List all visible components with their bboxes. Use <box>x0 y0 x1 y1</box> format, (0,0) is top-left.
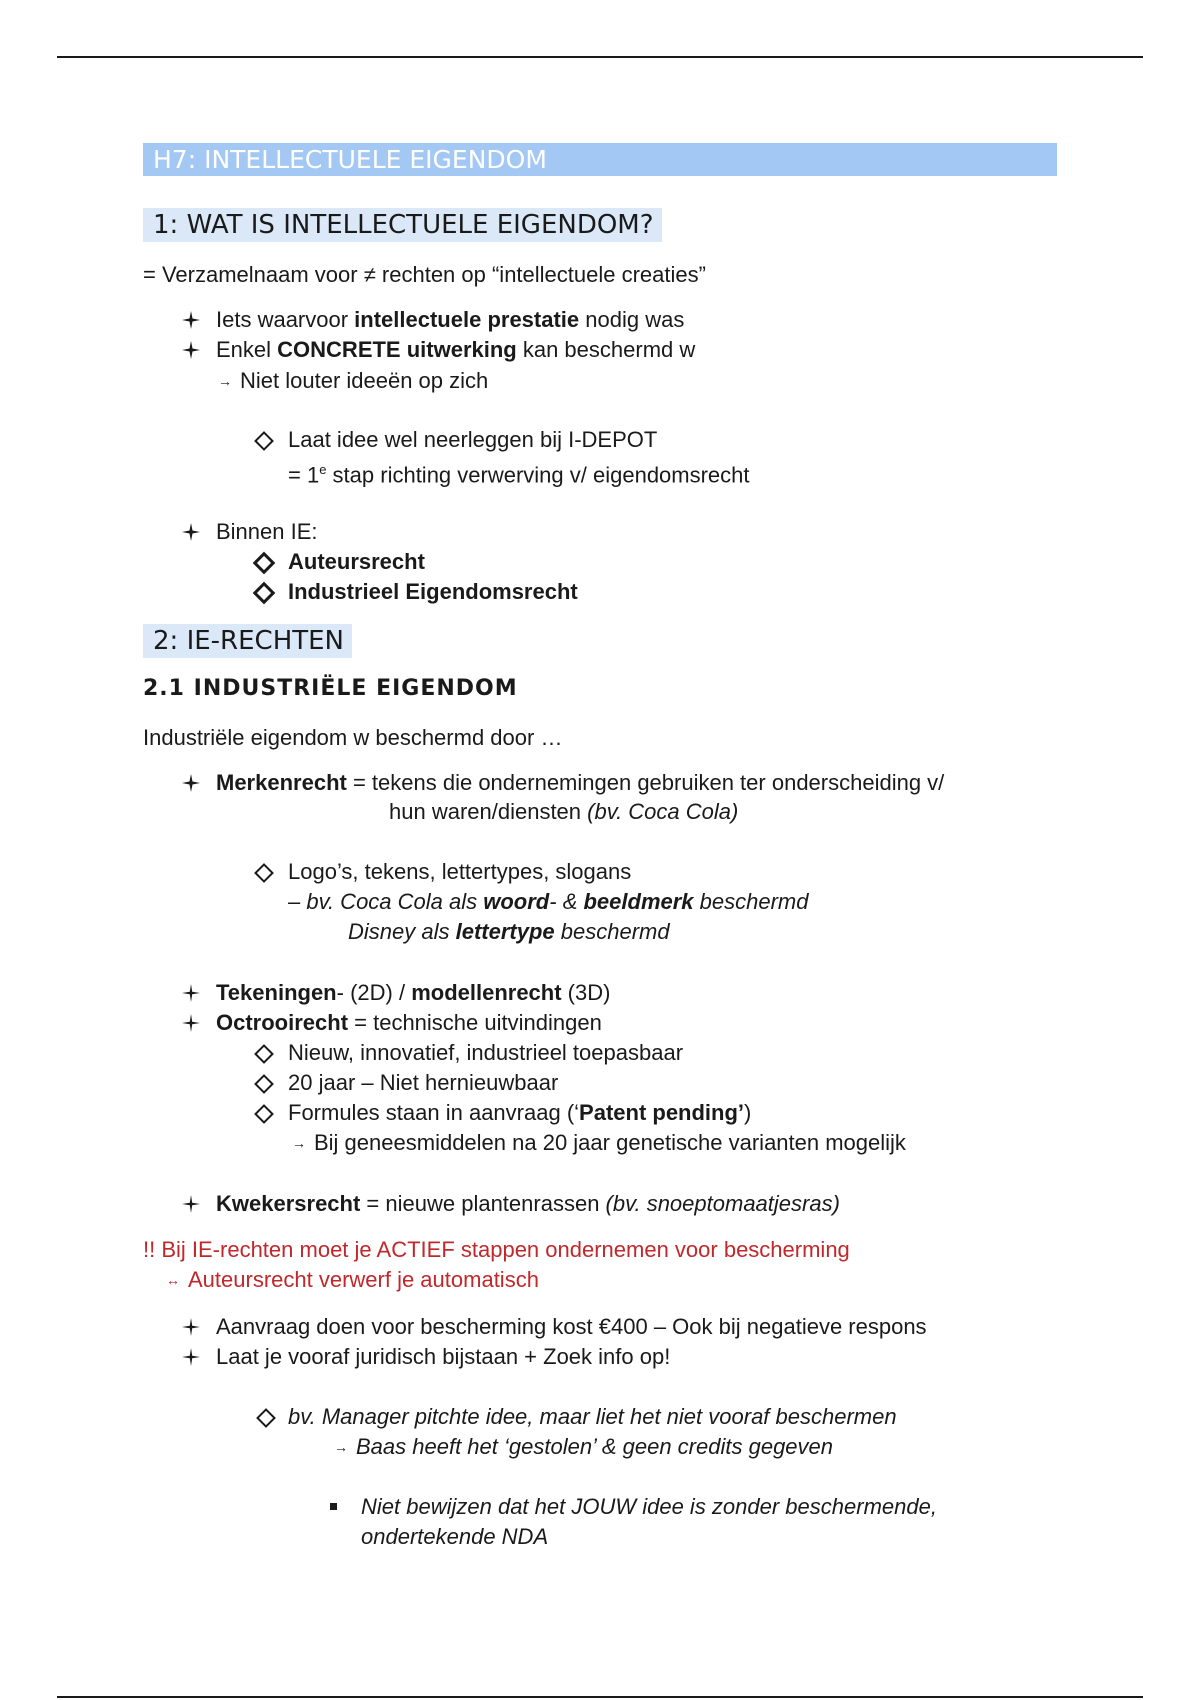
bullet-concrete-uitwerking: Enkel CONCRETE uitwerking kan beschermd w <box>216 337 696 362</box>
diamond-bullet-icon <box>254 863 274 883</box>
diamond-bullet-icon <box>256 1408 276 1428</box>
binnen-item-auteursrecht: Auteursrecht <box>288 549 425 574</box>
logo-example-2: Disney als lettertype beschermd <box>348 919 670 944</box>
double-arrow-icon: ↔ <box>166 1272 180 1288</box>
sub-arrow-line: → Niet louter ideeën op zich <box>218 368 489 393</box>
arrow-right-icon: → <box>292 1135 306 1151</box>
kwekersrecht-line: Kwekersrecht = nieuwe plantenrassen (bv. snoeptomaatjesras) <box>216 1191 840 1216</box>
example-line-4: ondertekende NDA <box>361 1524 549 1549</box>
octrooi-sub-arrow: → Bij geneesmiddelen na 20 jaar genetische varianten mogelijk <box>292 1130 906 1155</box>
logo-line: Logo’s, tekens, lettertypes, slogans <box>288 859 632 884</box>
warning-sub: ↔ Auteursrecht verwerf je automatisch <box>166 1267 539 1292</box>
idepot-line-2: = $1^e$ stap richting verwerving v/ eigendomsrecht <box>288 462 750 488</box>
diamond-bullet-icon <box>254 431 274 451</box>
chapter-title: H7: INTELLECTUELE EIGENDOM <box>143 143 1057 176</box>
diamond-bullet-icon <box>253 552 276 575</box>
binnen-ie-label: Binnen IE: <box>216 519 318 544</box>
cross-bullet-icon <box>182 523 200 541</box>
cross-bullet-icon <box>182 1318 200 1336</box>
diamond-bullet-icon <box>254 1104 274 1124</box>
arrow-right-icon: → <box>334 1439 348 1455</box>
section-2-heading: 2: IE-RECHTEN <box>143 624 352 658</box>
definition-text: = Verzamelnaam voor ≠ rechten op “intellectuele creaties” <box>143 262 706 287</box>
square-bullet-icon <box>330 1503 337 1510</box>
cross-bullet-icon <box>182 984 200 1002</box>
logo-example-1: – bv. Coca Cola als woord- & beeldmerk beschermd <box>288 889 809 914</box>
tip-2: Laat je vooraf juridisch bijstaan + Zoek info op! <box>216 1344 671 1369</box>
example-line-1: bv. Manager pitchte idee, maar liet het niet vooraf beschermen <box>288 1404 897 1429</box>
cross-bullet-icon <box>182 341 200 359</box>
section-1-heading: 1: WAT IS INTELLECTUELE EIGENDOM? <box>143 208 662 242</box>
cross-bullet-icon <box>182 1195 200 1213</box>
example-line-2: → Baas heeft het ‘gestolen’ & geen credits gegeven <box>334 1434 834 1459</box>
cross-bullet-icon <box>182 774 200 792</box>
merkenrecht-line: Merkenrecht = tekens die ondernemingen gebruiken ter onderscheiding v/ <box>216 770 945 795</box>
binnen-item-industrieel: Industrieel Eigendomsrecht <box>288 579 578 604</box>
example-line-3: Niet bewijzen dat het JOUW idee is zonder beschermende, <box>361 1494 937 1519</box>
arrow-right-icon: → <box>218 373 232 389</box>
octrooirecht-line: Octrooirecht = technische uitvindingen <box>216 1010 602 1035</box>
octrooi-item-1: Nieuw, innovatief, industrieel toepasbaar <box>288 1040 684 1065</box>
warning-text: !! Bij IE-rechten moet je ACTIEF stappen ondernemen voor bescherming <box>143 1237 850 1262</box>
tip-1: Aanvraag doen voor bescherming kost €400 – Ook bij negatieve respons <box>216 1314 927 1339</box>
octrooi-item-2: 20 jaar – Niet hernieuwbaar <box>288 1070 559 1095</box>
merkenrecht-line-2: hun waren/diensten (bv. Coca Cola) <box>389 799 739 824</box>
octrooi-item-3: Formules staan in aanvraag (‘Patent pending’) <box>288 1100 752 1125</box>
diamond-bullet-icon <box>254 1074 274 1094</box>
diamond-bullet-icon <box>253 582 276 605</box>
idepot-line-1: Laat idee wel neerleggen bij I-DEPOT <box>288 427 658 452</box>
intro-text: Industriële eigendom w beschermd door … <box>143 725 563 750</box>
header-rule <box>57 56 1143 58</box>
cross-bullet-icon <box>182 1348 200 1366</box>
tekeningen-line: Tekeningen- (2D) / modellenrecht (3D) <box>216 980 611 1005</box>
cross-bullet-icon <box>182 1014 200 1032</box>
footer-rule <box>57 1696 1143 1698</box>
diamond-bullet-icon <box>254 1044 274 1064</box>
bullet-intellectuele-prestatie: Iets waarvoor intellectuele prestatie nodig was <box>216 307 685 332</box>
cross-bullet-icon <box>182 311 200 329</box>
subsection-heading: 2.1 INDUSTRIËLE EIGENDOM <box>143 676 518 701</box>
